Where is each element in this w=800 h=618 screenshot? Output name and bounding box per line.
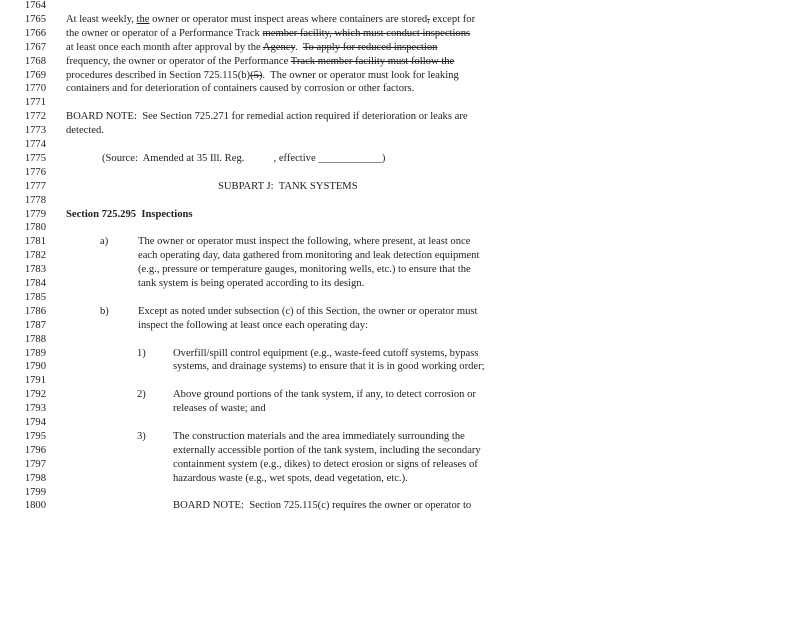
text-line — [66, 56, 454, 68]
line-number: 1795 — [24, 430, 46, 442]
line-number: 1765 — [24, 13, 46, 25]
text-line — [66, 111, 468, 123]
line-number: 1764 — [24, 0, 46, 11]
line-number: 1777 — [24, 180, 46, 192]
line-number: 1770 — [24, 83, 46, 95]
text-segment: ____________ — [318, 152, 382, 164]
text-segment: systems, and drainage systems) to ensure that it is in good working order; — [173, 361, 485, 373]
text-line — [138, 278, 364, 290]
line-number: 1772 — [24, 111, 46, 123]
deleted-text: Agency — [262, 41, 296, 53]
text-line — [173, 500, 471, 512]
line-number: 1767 — [24, 41, 46, 53]
line-number: 1771 — [24, 97, 46, 109]
text-line — [102, 153, 385, 165]
line-number: 1797 — [24, 458, 46, 470]
deleted-text: Track member facility must follow the — [290, 55, 455, 67]
line-number: 1780 — [24, 222, 46, 234]
text-segment: releases of waste; and — [173, 403, 266, 415]
text-segment: externally accessible portion of the tank system, including the secondary — [173, 444, 481, 456]
text-segment: (e.g., pressure or temperature gauges, monitoring wells, etc.) to ensure that the — [138, 264, 471, 276]
line-number: 1775 — [24, 152, 46, 164]
text-line — [173, 403, 266, 415]
text-segment: detected. — [66, 125, 104, 137]
text-segment: The owner or operator must inspect the following, where present, at least once — [138, 236, 471, 248]
list-label: 2) — [137, 389, 146, 401]
line-number: 1798 — [24, 472, 46, 484]
text-line — [218, 181, 358, 193]
text-segment — [247, 153, 273, 164]
deleted-text: To apply for reduced inspection — [302, 41, 438, 53]
deleted-text: (5) — [250, 69, 263, 81]
text-segment: hazardous waste (e.g., wet spots, dead vegetation, etc.). — [173, 472, 408, 484]
line-number: 1792 — [24, 389, 46, 401]
text-segment: Above ground portions of the tank system, if any, to detect corrosion or — [173, 389, 476, 401]
text-line — [173, 431, 465, 443]
line-number: 1785 — [24, 291, 46, 303]
text-segment: At least weekly, — [66, 13, 137, 25]
text-line — [173, 459, 478, 471]
text-segment: containment system (e.g., dikes) to detect erosion or signs of releases of — [173, 458, 478, 470]
text-segment: owner or operator must inspect areas where containers are stored — [149, 13, 428, 25]
text-segment: BOARD NOTE: Section 725.115(c) requires the owner or operator to — [173, 500, 472, 512]
text-line — [138, 236, 470, 248]
line-number: 1791 — [24, 375, 46, 387]
text-segment: containers and for deterioration of containers caused by corrosion or other factors. — [66, 83, 415, 95]
line-number: 1779 — [24, 208, 46, 220]
line-number: 1782 — [24, 250, 46, 262]
line-number: 1800 — [24, 500, 46, 512]
text-segment: except for — [429, 13, 476, 25]
text-segment: inspect the following at least once each operating day: — [138, 319, 369, 331]
text-segment: ) — [381, 152, 386, 164]
list-label: b) — [100, 305, 109, 317]
line-number: 1799 — [24, 486, 46, 498]
text-segment: frequency, the owner or operator of the Performance — [66, 55, 291, 67]
text-line — [66, 14, 475, 26]
text-segment: tank system is being operated according to its design. — [138, 278, 365, 289]
line-number: 1784 — [24, 278, 46, 289]
list-label: 1) — [137, 347, 146, 359]
text-line — [138, 306, 478, 318]
text-segment: BOARD NOTE: See Section 725.271 for remedial action required if deterioration or leaks are — [66, 111, 468, 123]
text-line — [173, 348, 478, 360]
text-segment: the owner or operator of a Performance Track — [66, 27, 263, 39]
deleted-text: , — [427, 13, 430, 25]
text-line — [66, 125, 104, 137]
text-segment: Section 725.295 Inspections — [66, 208, 193, 220]
line-number: 1773 — [24, 125, 46, 137]
line-number: 1796 — [24, 444, 46, 456]
text-segment: , effective — [273, 152, 319, 164]
deleted-text: member facility, which must conduct inspections — [262, 27, 471, 39]
text-segment: Overfill/spill control equipment (e.g., waste-feed cutoff systems, bypass — [173, 347, 479, 359]
text-segment: (Source: Amended at 35 Ill. Reg. — [102, 152, 248, 164]
text-segment: each operating day, data gathered from monitoring and leak detection equipment — [138, 250, 480, 262]
line-number: 1786 — [24, 305, 46, 317]
text-line — [138, 250, 479, 262]
text-line — [66, 28, 470, 40]
text-line — [173, 473, 408, 485]
line-number: 1778 — [24, 194, 46, 206]
text-line — [138, 264, 471, 276]
line-number: 1768 — [24, 55, 46, 67]
line-number: 1774 — [24, 139, 46, 150]
inserted-text: the — [136, 13, 150, 25]
text-line — [66, 209, 193, 221]
text-line — [66, 83, 414, 95]
text-segment: . The owner or operator must look for leaking — [262, 69, 459, 81]
text-line — [138, 320, 368, 332]
text-line — [66, 42, 437, 54]
text-line — [173, 389, 476, 401]
line-number: 1766 — [24, 27, 46, 39]
line-number: 1769 — [24, 69, 46, 81]
line-number: 1776 — [24, 166, 46, 178]
line-number: 1781 — [24, 236, 46, 248]
text-segment: SUBPART J: TANK SYSTEMS — [218, 180, 358, 192]
text-segment: at least once each month after approval by the — [66, 41, 263, 53]
text-segment: procedures described in Section 725.115(b) — [66, 69, 251, 81]
line-number: 1788 — [24, 333, 46, 345]
line-number: 1783 — [24, 264, 46, 276]
text-segment: The construction materials and the area immediately surrounding the — [173, 430, 465, 442]
line-number: 1789 — [24, 347, 46, 359]
text-segment: . — [295, 41, 303, 53]
line-number: 1794 — [24, 417, 46, 428]
line-number: 1790 — [24, 361, 46, 373]
list-label: 3) — [137, 430, 146, 442]
text-line — [173, 445, 481, 457]
line-number: 1793 — [24, 403, 46, 415]
text-segment: Except as noted under subsection (c) of this Section, the owner or operator must — [138, 305, 478, 317]
text-line — [66, 70, 459, 82]
text-line — [173, 361, 485, 373]
line-number: 1787 — [24, 319, 46, 331]
list-label: a) — [100, 236, 109, 248]
